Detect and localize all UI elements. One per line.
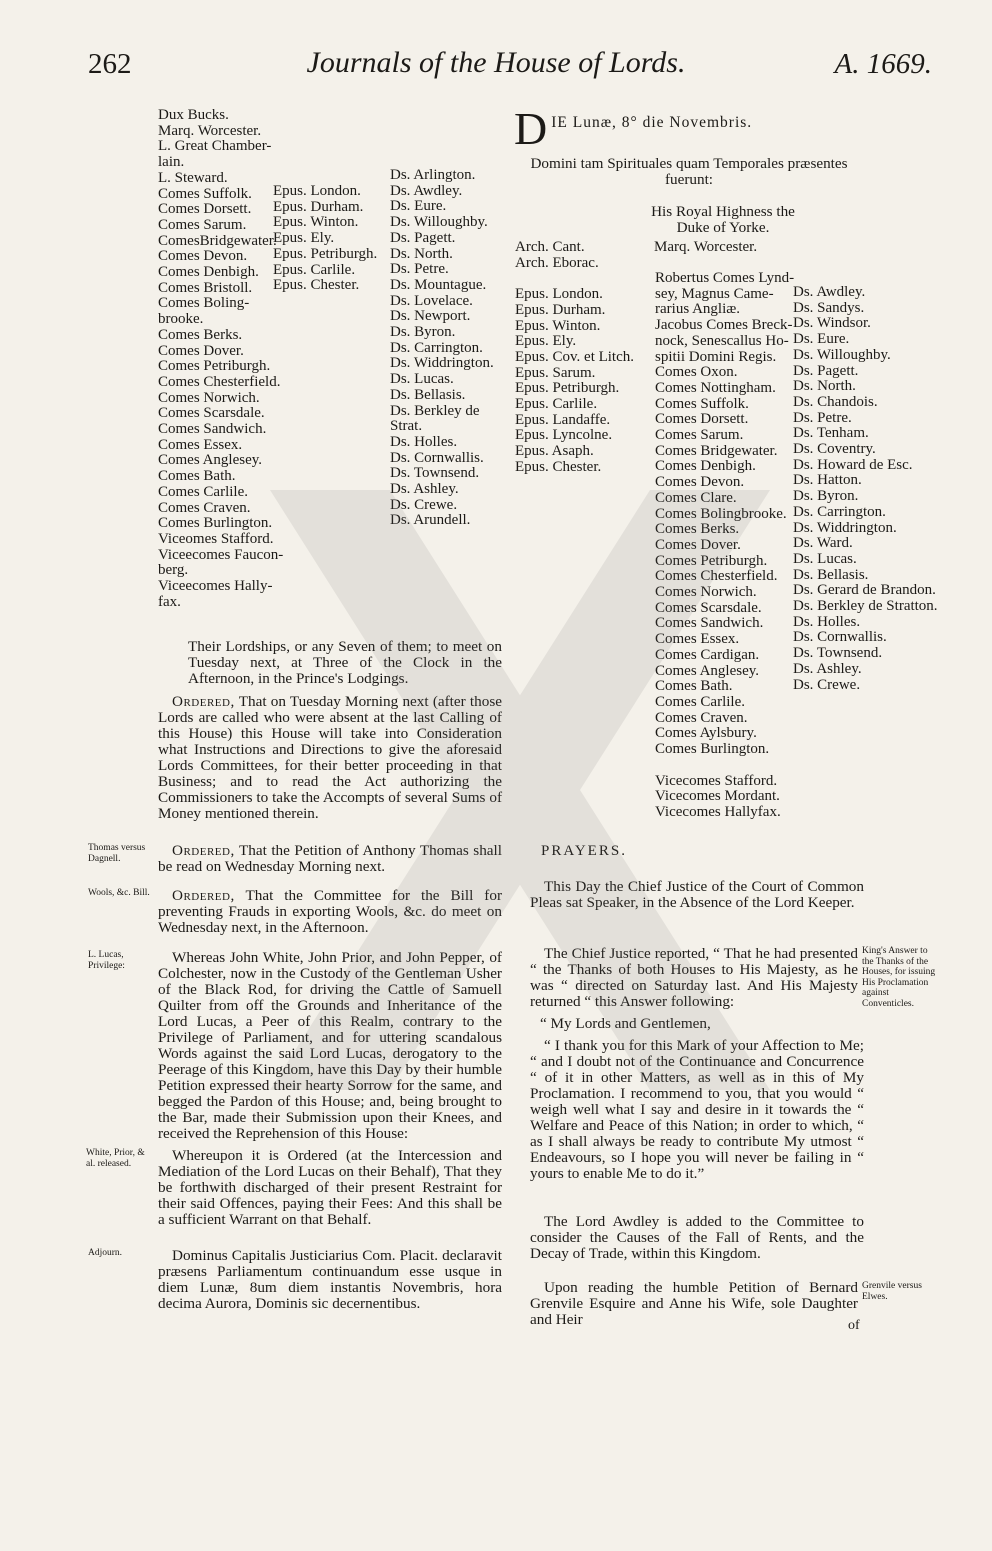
spiritual-entry: Epus. Chester. [515, 458, 602, 475]
earl-entry: Comes Bolingbrooke. [655, 505, 787, 522]
baron-entry: Ds. North. [793, 378, 856, 395]
spiritual-entry: Epus. London. [515, 286, 603, 303]
lordships-paragraph: Their Lordships, or any Seven of them; to meet on Tuesday next, at Three of the Clock in the Afternoon, in the Prince's Lodgings. [188, 638, 502, 687]
lord-entry: Comes Boling- [158, 295, 250, 312]
earl-entry: Jacobus Comes Breck- [655, 317, 793, 334]
margin-note-white: White, Prior, & al. released. [86, 1148, 145, 1169]
baron-entry: Ds. Windsor. [793, 315, 871, 332]
baron-entry: Ds. Townsend. [390, 465, 480, 482]
spiritual-entry: Epus. Ely. [515, 333, 577, 350]
lord-entry: Comes Essex. [158, 436, 243, 453]
lords-list-barons [390, 168, 502, 529]
bishop-entry: Epus. Durham. [273, 198, 364, 215]
lord-entry: Viceecomes Hally- [158, 578, 273, 595]
lord-entry: Comes Devon. [158, 248, 248, 265]
royal-highness: His Royal Highness the Duke of Yorke. [651, 203, 795, 236]
lord-entry: lain. [158, 154, 185, 171]
baron-entry: Ds. Pagett. [390, 229, 456, 246]
baron-entry: Ds. Tenham. [793, 425, 869, 442]
baron-entry: Ds. Crewe. [390, 496, 458, 513]
lord-entry: Comes Petriburgh. [158, 358, 271, 375]
bishop-entry: Epus. Ely. [273, 230, 335, 247]
earl-entry: Comes Craven. [655, 709, 748, 726]
baron-entry: Ds. Berkley de Stratton. [793, 598, 938, 615]
baron-entry: Ds. Eure. [390, 198, 447, 215]
lord-entry: Comes Norwich. [158, 389, 260, 406]
baron-entry: Ds. Crewe. [793, 676, 861, 693]
lord-entry: Viceecomes Faucon- [158, 546, 284, 563]
earl-entry: Comes Sandwich. [655, 615, 764, 632]
awdley-paragraph: The Lord Awdley is added to the Committee to consider the Causes of the Fall of Rents, and the Decay of Trade, within this Kingdom. [530, 1213, 864, 1262]
spiritual-entry: Epus. Lyncolne. [515, 427, 613, 444]
baron-entry: Ds. Arundell. [390, 512, 471, 529]
earl-entry: Comes Chesterfield. [655, 568, 778, 585]
lord-entry: Comes Scarsdale. [158, 405, 265, 422]
lords-list-spiritual [515, 240, 650, 476]
earl-entry: Comes Norwich. [655, 584, 757, 601]
lord-entry: Comes Bath. [158, 468, 236, 485]
spiritual-entry [515, 271, 650, 287]
lord-entry: Comes Sandwich. [158, 421, 267, 438]
earl-entry: Comes Bridgewater. [655, 442, 778, 459]
lord-entry: Comes Berks. [158, 326, 243, 343]
page-header [0, 44, 992, 94]
earl-entry: rarius Angliæ. [655, 301, 740, 318]
baron-entry: Ds. Ward. [793, 535, 853, 552]
earl-entry: sey, Magnus Came- [655, 285, 774, 302]
lord-entry: fax. [158, 593, 181, 610]
lord-entry: Comes Sarum. [158, 216, 247, 233]
baron-entry: Ds. Petre. [793, 409, 852, 426]
earl-entry: Comes Cardigan. [655, 646, 760, 663]
earl-entry: Comes Burlington. [655, 741, 770, 758]
lord-entry: Comes Chesterfield. [158, 373, 281, 390]
baron-entry: Ds. Byron. [793, 488, 859, 505]
lord-entry: Comes Dorsett. [158, 201, 252, 218]
baron-entry: Ds. Holles. [793, 613, 861, 630]
page-title: Journals of the House of Lords. [306, 46, 686, 79]
bishop-entry: Epus. Winton. [273, 214, 359, 231]
baron-entry: Ds. Ashley. [390, 481, 459, 498]
margin-note-lucas: L. Lucas, Privilege: [88, 950, 125, 971]
bishop-entry: Epus. Chester. [273, 277, 360, 294]
spiritual-entry: Arch. Eborac. [515, 254, 599, 271]
king-answer-paragraph: “ I thank you for this Mark of your Affection to Me; “ and I doubt not of the Continuance and Concurrence “ of it in other Matters, as well as in this of My Proclamation. I recommend to you, that you would “ weigh well what I say and desire in it towards the “ Welfare and Peace of this Nation; in order to which, “ as I shall always be ready to contribute My utmost “ Endeavours, so I hope you will never be failing in “ yours to enable Me to do it.” [530, 1037, 864, 1182]
page-year: A. 1669. [834, 48, 932, 80]
ordered-paragraph-1: Ordered, That on Tuesday Morning next (after those Lords are called who were absent at the last Calling of this House) this House will take into Consideration what Instructions and Directions to give the aforesaid Lords Committees, for their better proceeding in that Business; and to read the Act authorizing the Commissioners to take the Accompts of several Sums of Money mentioned therein. [158, 693, 502, 822]
baron-entry: Ds. Eure. [793, 331, 850, 348]
spiritual-entry: Epus. Petriburgh. [515, 380, 620, 397]
spiritual-entry: Epus. Sarum. [515, 364, 596, 381]
baron-entry: Ds. Gerard de Brandon. [793, 582, 936, 599]
margin-note-grenvile: Grenvile versus Elwes. [862, 1281, 922, 1302]
earl-entry [655, 758, 795, 774]
lord-entry: Comes Anglesey. [158, 452, 263, 469]
earl-entry: Comes Carlile. [655, 693, 745, 710]
baron-entry: Ds. Carrington. [390, 339, 483, 356]
bishop-entry: Epus. Carlile. [273, 261, 356, 278]
lord-entry: Dux Bucks. [158, 107, 229, 123]
spiritual-entry: Arch. Cant. [515, 239, 585, 255]
baron-entry: Ds. Cornwallis. [793, 629, 887, 646]
lord-entry: ComesBridgewater. [158, 232, 277, 249]
baron-entry: Ds. Cornwallis. [390, 449, 484, 466]
baron-entry: Ds. Howard de Esc. [793, 456, 913, 473]
catchword: of [848, 1318, 860, 1333]
earl-entry: Robertus Comes Lynd- [655, 270, 795, 286]
spiritual-entry: Epus. Asaph. [515, 443, 594, 460]
lord-entry: brooke. [158, 311, 204, 328]
baron-entry: Ds. Mountague. [390, 276, 487, 293]
baron-entry: Ds. Townsend. [793, 645, 883, 662]
ordered-paragraph-2: Ordered, That the Petition of Anthony Thomas shall be read on Wednesday Morning next. [158, 842, 502, 875]
whereas-paragraph: Whereas John White, John Prior, and John Pepper, of Colchester, now in the Custody of the Gentleman Usher of the Black Rod, for driving the Cattle of Samuell Quilter from off the Grounds and Inheritance of the Lord Lucas, a Peer of this Realm, contrary to the Privilege of Parliament, and for uttering scandalous Words against the said Lord Lucas, derogatory to the Peerage of this Kingdom, have this Day by their humble Petition expressed their hearty Sorrow for the same, and begged the Pardon of this House; and, being brought to the Bar, made their Submission upon their Knees, and received the Reprehension of this House: [158, 949, 502, 1142]
baron-entry: Ds. Arlington. [390, 167, 476, 183]
lord-entry: Comes Bristoll. [158, 279, 253, 296]
earl-entry: Comes Denbigh. [655, 458, 756, 475]
reported-paragraph: The Chief Justice reported, “ That he had presented “ the Thanks of both Houses to His Majesty, as he was “ directed on Saturday last. And His Majesty returned “ this Answer following: [530, 945, 858, 1010]
page-number: 262 [88, 48, 132, 80]
earl-entry: spitii Domini Regis. [655, 348, 777, 365]
lord-entry: Comes Burlington. [158, 515, 273, 532]
lord-entry: Comes Craven. [158, 499, 251, 516]
earl-entry: Comes Nottingham. [655, 379, 776, 396]
lord-entry: Viceomes Stafford. [158, 530, 274, 547]
spiritual-entry: Epus. Landaffe. [515, 411, 611, 428]
earl-entry: Comes Bath. [655, 678, 733, 695]
bishop-entry: Epus. London. [273, 183, 361, 199]
earl-entry: Comes Dorsett. [655, 411, 749, 428]
earl-entry: Comes Petriburgh. [655, 552, 768, 569]
earl-entry: Comes Oxon. [655, 364, 738, 381]
dominus-paragraph: Dominus Capitalis Justiciarius Com. Placit. declaravit præsens Parliamentum continuandum esse usque in diem Lunæ, 8um diem instantis Novembris, hora decima Aurora, Dominis sic decernentibus. [158, 1247, 502, 1312]
margin-note-king: King's Answer to the Thanks of the Houses, for issuing His Proclamation against Conventicles. [862, 946, 936, 1009]
baron-entry: Ds. Coventry. [793, 441, 876, 458]
lord-entry: L. Great Chamber- [158, 138, 272, 155]
lord-entry: L. Steward. [158, 169, 228, 186]
prayers-heading: PRAYERS. [541, 843, 627, 859]
baron-entry: Ds. Willoughby. [390, 214, 488, 231]
lord-entry: Comes Carlile. [158, 483, 248, 500]
ordered-paragraph-3: Ordered, That the Committee for the Bill for preventing Frauds in exporting Wools, &c. do meet on Wednesday next, in the Afternoon. [158, 887, 503, 936]
baron-entry: Ds. Pagett. [793, 362, 859, 379]
baron-entry: Ds. Bellasis. [390, 386, 466, 403]
lord-entry: Marq. Worcester. [158, 122, 262, 139]
lords-list-bishops [273, 184, 391, 294]
bishop-entry: Epus. Petriburgh. [273, 245, 378, 262]
domini-line: Domini tam Spirituales quam Temporales præsentes fuerunt: [530, 155, 848, 188]
earl-entry: Comes Clare. [655, 489, 737, 506]
baron-entry: Ds. Awdley. [390, 182, 463, 199]
baron-entry: Ds. Sandys. [793, 299, 865, 316]
earl-entry: Vicecomes Stafford. [655, 772, 778, 789]
earl-entry: Comes Devon. [655, 474, 745, 491]
baron-entry: Ds. Willoughby. [793, 346, 891, 363]
margin-note-adjourn: Adjourn. [88, 1248, 123, 1258]
baron-entry: Ds. Widdrington. [390, 355, 494, 372]
margin-note-thomas: Thomas versus Dagnell. [88, 843, 146, 864]
baron-entry: Ds. Chandois. [793, 393, 878, 410]
baron-entry: Ds. Lovelace. [390, 292, 473, 309]
marquess-line: Marq. Worcester. [654, 239, 758, 255]
spiritual-entry: Epus. Winton. [515, 317, 601, 334]
baron-entry: Ds. Awdley. [793, 284, 866, 300]
spiritual-entry: Epus. Carlile. [515, 396, 598, 413]
lords-list-barons-right [793, 285, 943, 693]
earl-entry: Comes Suffolk. [655, 395, 749, 412]
session-date [514, 103, 864, 154]
baron-entry: Ds. Holles. [390, 433, 458, 450]
lords-list-earls [655, 271, 795, 821]
baron-entry: Ds. Petre. [390, 261, 449, 278]
grenvile-paragraph: Upon reading the humble Petition of Bernard Grenvile Esquire and Anne his Wife, sole Daughter and Heir [530, 1279, 858, 1328]
baron-entry: Ds. Lucas. [793, 550, 857, 567]
drop-cap: D [514, 103, 548, 154]
earl-entry: Comes Anglesey. [655, 662, 760, 679]
spiritual-entry: Epus. Cov. et Litch. [515, 348, 635, 365]
baron-entry: Ds. Ashley. [793, 660, 862, 677]
lord-entry: Comes Denbigh. [158, 264, 259, 281]
baron-entry: Ds. Newport. [390, 308, 471, 325]
baron-entry: Ds. Berkley de [390, 402, 480, 419]
spiritual-entry: Epus. Durham. [515, 301, 606, 318]
baron-entry: Ds. Lucas. [390, 371, 454, 388]
baron-entry: Ds. Widdrington. [793, 519, 897, 536]
lord-entry: Comes Dover. [158, 342, 244, 359]
lord-entry: Comes Suffolk. [158, 185, 252, 202]
earl-entry: Comes Scarsdale. [655, 599, 762, 616]
my-lords-line: “ My Lords and Gentlemen, [540, 1015, 711, 1032]
lord-entry: berg. [158, 562, 189, 579]
baron-entry: Ds. Bellasis. [793, 566, 869, 583]
baron-entry: Ds. North. [390, 245, 453, 262]
chief-justice-paragraph: This Day the Chief Justice of the Court of Common Pleas sat Speaker, in the Absence of the Lord Keeper. [530, 878, 864, 911]
date-heading: IE Lunæ, 8° die Novembris. [551, 114, 753, 131]
earl-entry: Comes Aylsbury. [655, 725, 757, 742]
lords-list-temporal [158, 107, 284, 611]
baron-entry: Ds. Byron. [390, 324, 456, 341]
earl-entry: nock, Senescallus Ho- [655, 332, 789, 349]
baron-entry: Ds. Hatton. [793, 472, 862, 489]
earl-entry: Vicecomes Hallyfax. [655, 803, 781, 820]
whereupon-paragraph: Whereupon it is Ordered (at the Intercession and Mediation of the Lord Lucas on their Behalf), That they be forthwith discharged of their present Restraint for their said Offences, paying their Fees: And this shall be a sufficient Warrant on that Behalf. [158, 1147, 502, 1228]
earl-entry: Comes Berks. [655, 521, 740, 538]
baron-entry: Strat. [390, 418, 423, 435]
earl-entry: Comes Essex. [655, 631, 740, 648]
earl-entry: Comes Sarum. [655, 427, 744, 444]
earl-entry: Vicecomes Mordant. [655, 788, 780, 805]
earl-entry: Comes Dover. [655, 536, 741, 553]
margin-note-wools: Wools, &c. Bill. [88, 888, 150, 898]
baron-entry: Ds. Carrington. [793, 503, 886, 520]
